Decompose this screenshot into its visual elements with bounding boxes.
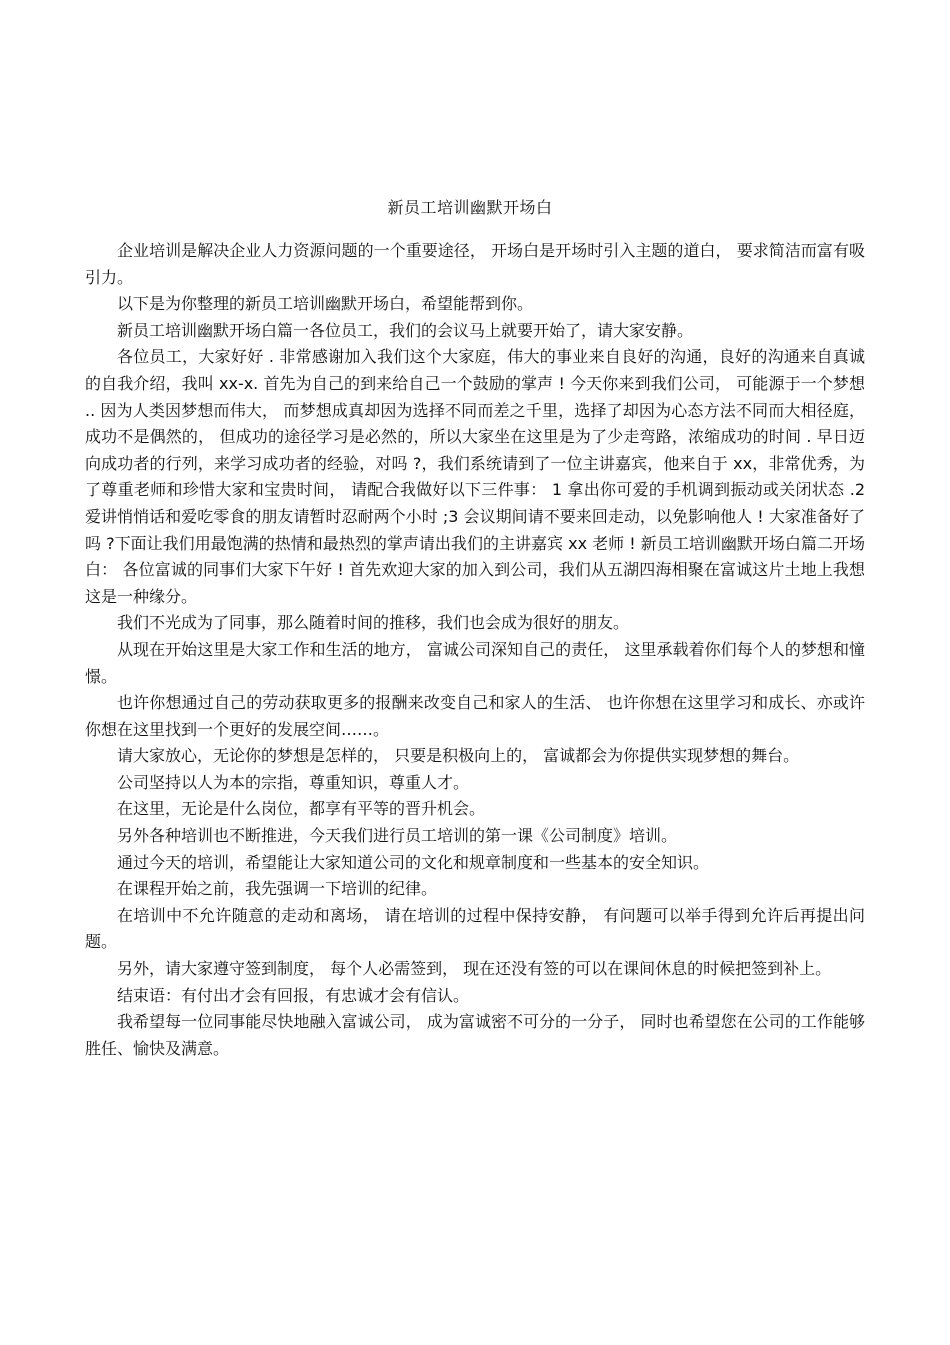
paragraph-conclusion: 结束语：有付出才会有回报，有忠诚才会有信认。 xyxy=(117,985,470,1005)
paragraph-rules-signin: 另外，请大家遵守签到制度， 每个人必需签到， 现在还没有签的可以在课间休息的时候把签到补上。 xyxy=(117,959,832,979)
paragraph-intro: 企业培训是解决企业人力资源问题的一个重要途径， 开场白是开场时引入主题的道白， 要求简洁而富有吸引力。 xyxy=(85,241,865,287)
paragraph-training-goal: 通过今天的培训，希望能让大家知道公司的文化和规章制度和一些基本的安全知识。 xyxy=(117,852,710,872)
paragraph-closing-wish: 我希望每一位同事能尽快地融入富诚公司， 成为富诚密不可分的一分子， 同时也希望您在公司的工作能够胜任、愉快及满意。 xyxy=(85,1012,865,1058)
paragraph-part-one-opening: 新员工培训幽默开场白篇一各位员工，我们的会议马上就要开始了，请大家安静。 xyxy=(117,320,694,340)
document-body xyxy=(85,238,865,1062)
paragraph-rules-quiet: 在培训中不允许随意的走动和离场， 请在培训的过程中保持安静， 有问题可以举手得到允许后再提出问题。 xyxy=(85,905,865,952)
document-title: 新员工培训幽默开场白 xyxy=(387,198,553,217)
paragraph-aspirations: 也许你想通过自己的劳动获取更多的报酬来改变自己和家人的生活、 也许你想在这里学习和成长、亦或许你想在这里找到一个更好的发展空间……。 xyxy=(85,693,865,739)
paragraph-training-course: 另外各种培训也不断推进，今天我们进行员工培训的第一课《公司制度》培训。 xyxy=(117,826,678,846)
paragraph-colleagues: 我们不光成为了同事，那么随着时间的推移，我们也会成为很好的朋友。 xyxy=(117,613,630,633)
paragraph-equal-promotion: 在这里，无论是什么岗位，都享有平等的晋升机会。 xyxy=(117,799,486,819)
paragraph-company-principle: 公司坚持以人为本的宗指，尊重知识，尊重人才。 xyxy=(117,772,470,792)
paragraph-part-one-speech: 各位员工，大家好好 . 非常感谢加入我们这个大家庭，伟大的事业来自良好的沟通，良好的沟通来自真诚的自我介绍，我叫 xx-x. 首先为自己的到来给自己一个鼓励的掌声 ! 今天你来到我们公司， 可能源于一个梦想 .. 因为人类因梦想而伟大， 而梦想成真却因为选择不同而差之千里，选择了却因为心态方法不同而大相径庭， 成功不是偶然的， 但成功的途径学习是必然的，所以大家坐在这里是为了少走弯路，浓缩成功的时间 . 早日迈向成功者的行列，来学习成功者的经验，对吗 ?，我们系统请到了一位主讲嘉宾，他来自于 xx，非常优秀，为了尊重老师和珍惜大家和宝贵时间， 请配合我做好以下三件事： 1 拿出你可爱的手机调到振动或关闭状态 .2 爱讲悄悄话和爱吃零食的朋友请暂时忍耐两个小时 ;3 会议期间请不要来回走动，以免影响他人 ! 大家准备好了吗 ?下面让我们用最饱满的热情和最热烈的掌声请出我们的主讲嘉宾 xx 老师 ! 新员工培训幽默开场白篇二开场白： 各位富诚的同事们大家下午好 ! 首先欢迎大家的加入到公司，我们从五湖四海相聚在富诚这片土地上我想这是一种缘分。 xyxy=(85,347,865,606)
paragraph-discipline: 在课程开始之前，我先强调一下培训的纪律。 xyxy=(117,879,438,899)
paragraph-summary: 以下是为你整理的新员工培训幽默开场白，希望能帮到你。 xyxy=(117,294,534,314)
paragraph-reassurance: 请大家放心，无论你的梦想是怎样的， 只要是积极向上的， 富诚都会为你提供实现梦想的舞台。 xyxy=(117,746,800,766)
paragraph-workplace: 从现在开始这里是大家工作和生活的地方， 富诚公司深知自己的责任， 这里承载着你们每个人的梦想和憧憬。 xyxy=(85,639,865,686)
